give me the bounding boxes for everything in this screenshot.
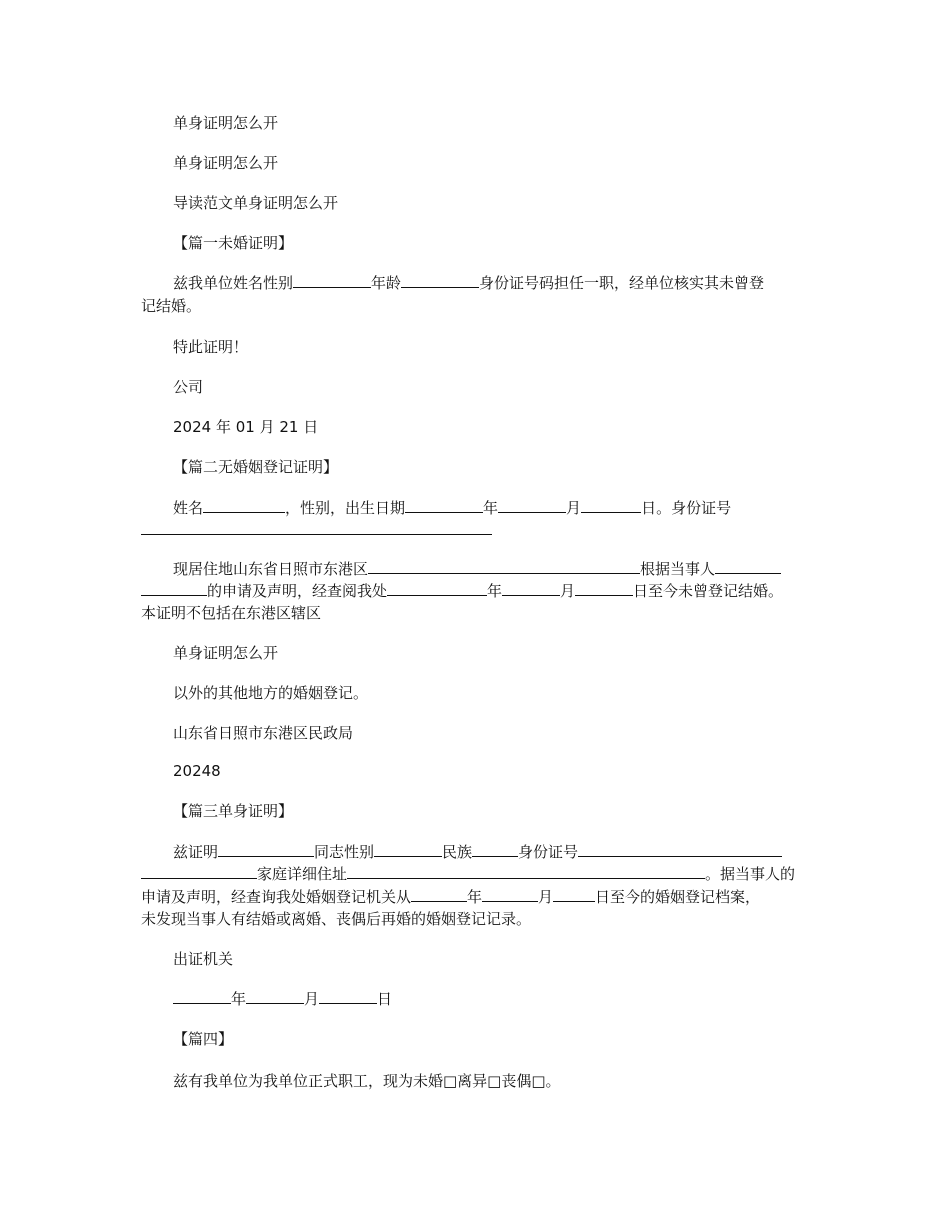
section2-repeat-title: 单身证明怎么开	[173, 644, 279, 662]
blank-line	[387, 580, 487, 596]
section2-bureau: 山东省日照市东港区民政局	[173, 724, 354, 742]
text-segment: 年	[487, 582, 503, 600]
text-segment: 身份证号	[518, 843, 579, 861]
text-segment: 年龄	[371, 274, 402, 292]
section2-line3	[141, 580, 811, 602]
section2-number: 20248	[173, 762, 221, 780]
blank-line	[578, 841, 782, 857]
doc-title: 单身证明怎么开	[173, 114, 279, 132]
section3-line2	[141, 863, 811, 885]
blank-line	[575, 580, 633, 596]
blank-line	[141, 534, 492, 535]
section1-company: 公司	[173, 378, 204, 396]
text-segment: 日	[377, 990, 393, 1008]
section1-heading: 【篇一未婚证明】	[173, 234, 294, 252]
text-segment: 身份证号码担任一职，经单位核实其未曾登	[479, 274, 765, 292]
section3-heading: 【篇三单身证明】	[173, 802, 294, 820]
blank-line	[203, 497, 285, 513]
section4-line: 兹有我单位为我单位正式职工，现为未婚□离异□丧偶□。	[173, 1072, 561, 1090]
text-segment: ，性别，出生日期	[285, 499, 406, 517]
blank-line	[173, 988, 231, 1004]
section3-date-line	[173, 988, 843, 1010]
blank-line	[141, 863, 257, 879]
blank-line	[401, 272, 479, 288]
text-segment: 月	[560, 582, 576, 600]
text-segment: 月	[304, 990, 320, 1008]
text-segment: 现居住地山东省日照市东港区	[173, 560, 369, 578]
section4-heading: 【篇四】	[173, 1030, 234, 1048]
text-segment: 日。身份证号	[641, 499, 732, 517]
text-segment: 年	[483, 499, 499, 517]
doc-subtitle: 单身证明怎么开	[173, 154, 279, 172]
section1-paragraph-line2: 记结婚。	[141, 297, 202, 315]
blank-line	[218, 841, 314, 857]
section1-date: 2024 年 01 月 21 日	[173, 418, 319, 436]
section3-office: 出证机关	[173, 950, 234, 968]
text-segment: 民族	[442, 843, 473, 861]
blank-line	[715, 558, 781, 574]
section2-line2	[173, 558, 843, 580]
text-segment: 姓名	[173, 499, 204, 517]
text-segment: 。据当事人的	[705, 865, 796, 883]
text-segment: 年	[467, 888, 483, 906]
text-segment: 家庭详细住址	[257, 865, 348, 883]
section1-special: 特此证明！	[173, 338, 249, 356]
blank-line	[472, 841, 518, 857]
blank-line	[553, 886, 595, 902]
section2-line4: 本证明不包括在东港区辖区	[141, 604, 322, 622]
blank-line	[141, 580, 207, 596]
blank-line	[411, 886, 467, 902]
blank-line	[498, 497, 566, 513]
text-segment: 日至今的婚姻登记档案，	[595, 888, 761, 906]
text-segment: 的申请及声明，经查阅我处	[207, 582, 388, 600]
blank-line	[246, 988, 304, 1004]
section1-paragraph-line1	[173, 272, 843, 294]
text-segment: 同志性别	[314, 843, 375, 861]
blank-line	[502, 580, 560, 596]
text-segment: 兹我单位姓名性别	[173, 274, 294, 292]
intro-line: 导读范文单身证明怎么开	[173, 194, 339, 212]
section3-line3	[141, 886, 811, 908]
blank-line	[347, 863, 705, 879]
blank-line	[581, 497, 641, 513]
text-segment: 月	[538, 888, 554, 906]
text-segment: 月	[566, 499, 582, 517]
text-segment: 申请及声明，经查询我处婚姻登记机关从	[141, 888, 412, 906]
section3-line1	[173, 841, 843, 863]
blank-line	[368, 558, 640, 574]
section3-line4: 未发现当事人有结婚或离婚、丧偶后再婚的婚姻登记记录。	[141, 910, 532, 928]
blank-line	[293, 272, 371, 288]
blank-line	[374, 841, 442, 857]
section2-line1	[173, 497, 843, 519]
blank-line	[319, 988, 377, 1004]
blank-line	[405, 497, 483, 513]
text-segment: 年	[231, 990, 247, 1008]
blank-line	[482, 886, 538, 902]
text-segment: 日至今未曾登记结婚。	[633, 582, 784, 600]
text-segment: 兹证明	[173, 843, 219, 861]
section2-heading: 【篇二无婚姻登记证明】	[173, 458, 339, 476]
section2-line5: 以外的其他地方的婚姻登记。	[173, 684, 369, 702]
text-segment: 根据当事人	[640, 560, 716, 578]
